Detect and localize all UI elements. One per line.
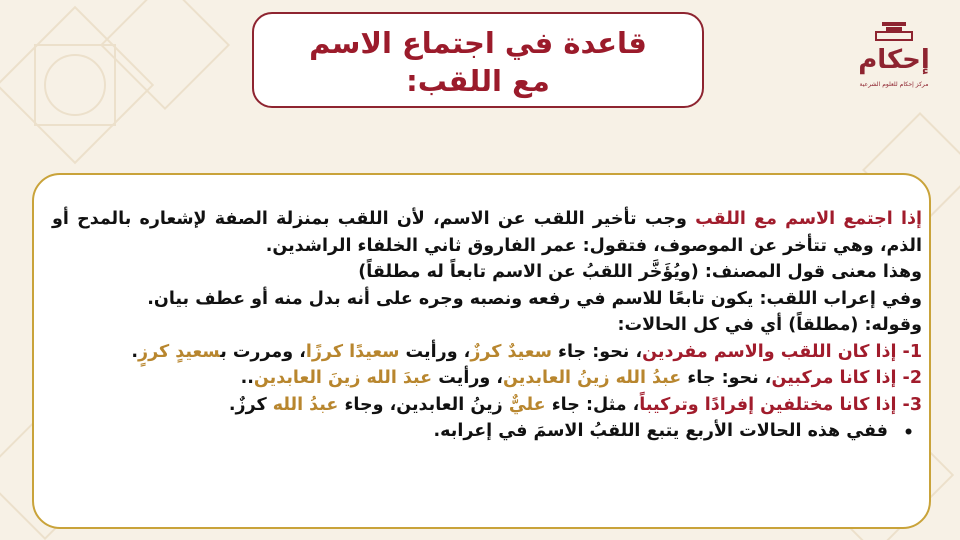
paragraph-author-quote: وهذا معنى قول المصنف: (ويُؤَخَّر اللقبُ عن الاسم تابعاً له مطلقاً) bbox=[358, 262, 922, 282]
case-1-example-1: سعيدٌ كرزٌ bbox=[470, 341, 552, 362]
case-2-text-3: .. bbox=[240, 368, 254, 388]
case-2-heading: 2- إذا كانا مركبين bbox=[771, 368, 922, 388]
title-box bbox=[252, 12, 704, 108]
case-2-example-1: عبدُ الله زينُ العابدين bbox=[503, 368, 682, 388]
rule-body: وجب تأخير اللقب عن الاسم، لأن اللقب بمنزلة الصفة لإشعاره بالمدح أو الذم، وهي تتأخر عن الموصوف، فتقول: عمر الفاروق ثاني الخلفاء الراشدين. bbox=[52, 209, 922, 256]
logo-mark-icon bbox=[852, 20, 936, 78]
case-3-heading: 3- إذا كانا مختلفين إفرادًا وتركيباً bbox=[639, 394, 922, 415]
logo-wordmark: إحكام bbox=[858, 45, 930, 75]
case-1-text-1: ، نحو: جاء bbox=[551, 341, 643, 362]
case-2-text-2: ، ورأيت bbox=[432, 368, 504, 388]
case-1 bbox=[52, 339, 922, 366]
bullet-text: ففي هذه الحالات الأربع يتبع اللقبُ الاسمَ في إعرابه. bbox=[433, 421, 888, 441]
case-2-text-1: ، نحو: جاء bbox=[681, 368, 772, 388]
case-3-text-4: . bbox=[228, 394, 236, 415]
case-3-example-1: عليٌّ bbox=[508, 394, 546, 415]
case-1-text-2: ، ورأيت bbox=[399, 341, 471, 362]
content-text bbox=[52, 206, 922, 445]
bullet-icon: • bbox=[903, 423, 914, 443]
bullet-item bbox=[52, 418, 922, 445]
rule-heading: إذا اجتمع الاسم مع اللقب bbox=[695, 209, 922, 229]
logo-subtitle: مركز إحكام للعلوم الشرعية bbox=[859, 81, 929, 88]
paragraph-mutlaqan: وقوله: (مطلقاً) أي في كل الحالات: bbox=[617, 315, 922, 335]
case-1-text-3: ، ومررت ب bbox=[220, 341, 306, 362]
paragraph-rule bbox=[52, 206, 922, 259]
case-3-text-3: كرزٌ bbox=[235, 394, 273, 415]
slide-title-line-2: مع اللقب: bbox=[406, 64, 550, 98]
case-1-example-3: سعيدٍ كرزٍ bbox=[138, 341, 221, 362]
case-1-text-4: . bbox=[131, 341, 139, 362]
case-3-example-2: عبدُ الله bbox=[272, 394, 339, 415]
case-3-text-2: زينُ العابدين، وجاء bbox=[338, 394, 509, 415]
logo bbox=[846, 20, 942, 102]
case-2 bbox=[52, 365, 922, 392]
case-3 bbox=[52, 392, 922, 419]
slide-title-line-1: قاعدة في اجتماع الاسم bbox=[309, 26, 647, 60]
case-1-heading: 1- إذا كان اللقب والاسم مفردين bbox=[642, 341, 922, 362]
case-1-example-2: سعيدًا كرزًا bbox=[305, 341, 400, 362]
case-3-text-1: ، مثل: جاء bbox=[545, 394, 640, 415]
paragraph-parsing: وفي إعراب اللقب: يكون تابعًا للاسم في رفعه ونصبه وجره على أنه بدل منه أو عطف بيان. bbox=[147, 288, 922, 309]
case-2-example-2: عبدَ الله زينَ العابدين bbox=[253, 368, 433, 388]
